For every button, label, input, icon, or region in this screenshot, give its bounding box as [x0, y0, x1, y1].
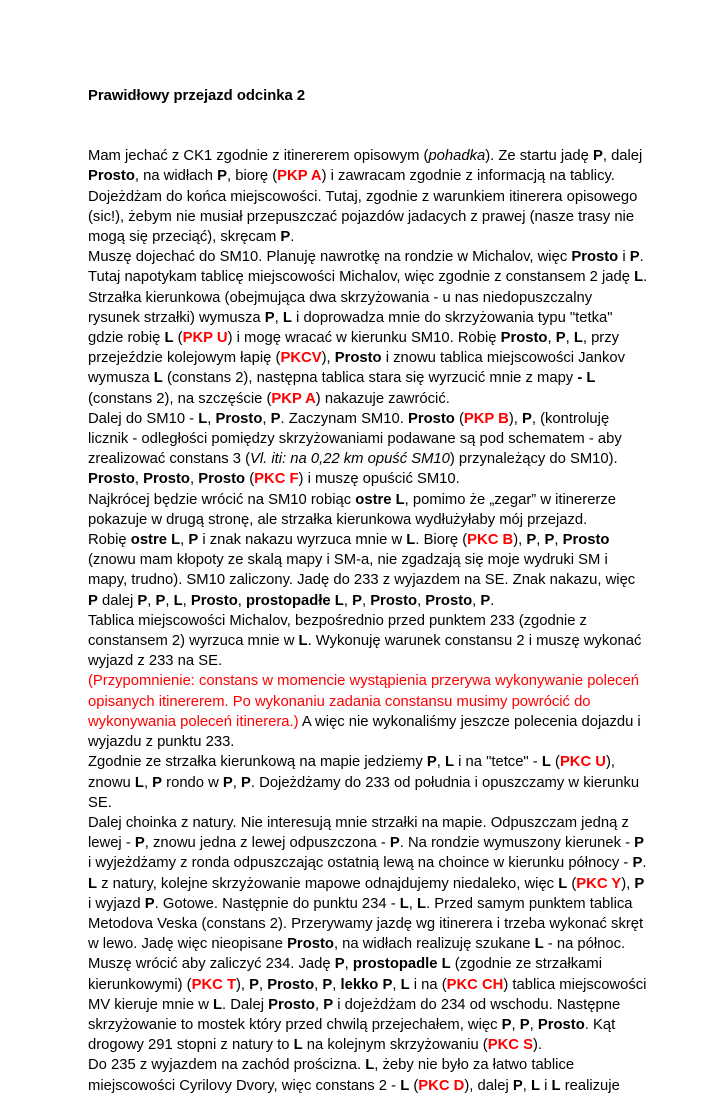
text-run: , pomimo że „zegar” w itinererze pokazuje w drugą stronę, ale strzałka kierunkowa wydłużyłaby mój przejazd. — [88, 491, 616, 528]
checkpoint-label: PKC U — [559, 754, 606, 771]
direction-label: L — [298, 633, 308, 650]
direction-label: L — [164, 330, 174, 347]
text-run: pohadka — [428, 148, 486, 165]
text-run: ) i zawracam zgodnie z informacją na tablicy. Dojeżdżam do końca miejscowości. Tutaj, zgodnie z warunkiem itinerera opisowego (sic!), żebym nie musiał przepuszczać pojazdów jadacych z prawej (nasze trasy nie mogą się przeciąć), skręcam — [88, 168, 638, 246]
direction-label: L — [173, 592, 183, 609]
text-run: ( — [245, 471, 255, 488]
text-run: ) tablica miejscowości MV kieruje mnie w — [88, 976, 647, 1013]
direction-label: P — [188, 532, 199, 549]
text-run: ( — [173, 330, 183, 347]
direction-label: Prosto — [407, 410, 455, 427]
direction-label: lekko — [340, 976, 379, 993]
paragraph — [88, 813, 648, 1055]
direction-label: L — [213, 996, 223, 1013]
text-run: ) i muszę opuścić SM10. — [298, 471, 460, 488]
direction-label: P — [592, 148, 603, 165]
direction-label: Prosto — [425, 592, 473, 609]
text-run: , na widłach realizuję szukane — [333, 936, 535, 953]
paragraph — [88, 1055, 648, 1095]
direction-label: P — [389, 835, 400, 852]
text-run: , — [392, 976, 401, 993]
text-run: , — [143, 774, 153, 791]
direction-label: P — [134, 835, 145, 852]
text-run: rondo w — [162, 774, 223, 791]
direction-label: L — [88, 875, 98, 892]
direction-label: Prosto — [287, 936, 334, 953]
text-run: , — [182, 592, 191, 609]
direction-label: L — [551, 1077, 561, 1094]
direction-label: L — [400, 976, 410, 993]
text-run: , — [180, 532, 189, 549]
text-run: . Zaczynam SM10. — [280, 410, 408, 427]
direction-label: prostopadle — [352, 956, 438, 973]
text-run: ( — [567, 875, 577, 892]
direction-label: P — [544, 532, 555, 549]
direction-label: L — [530, 1077, 541, 1094]
direction-label: Prosto — [88, 471, 135, 488]
text-run: i znak nakazu wyrzuca mnie w — [198, 532, 407, 549]
text-run: , — [417, 592, 426, 609]
text-run: ), — [513, 532, 527, 549]
paragraph — [88, 611, 648, 672]
text-run: . Na rondzie wymuszony kierunek - — [399, 835, 635, 852]
checkpoint-label: PKC B — [467, 532, 514, 549]
text-run: . — [290, 229, 295, 246]
direction-label: P — [519, 1016, 530, 1033]
direction-label: P — [322, 976, 333, 993]
text-run: ), — [508, 410, 522, 427]
text-run: i doprowadza mnie do skrzyżowania typu "tetka" gdzie robię — [88, 309, 613, 347]
direction-label: L — [573, 330, 583, 347]
text-run: ), dalej — [464, 1077, 513, 1094]
text-run: , znowu jedna z lewej odpuszczona - — [144, 835, 390, 852]
document-title: Prawidłowy przejazd odcinka 2 — [88, 88, 306, 104]
direction-label: P — [629, 249, 640, 266]
direction-label: Prosto — [267, 976, 315, 993]
text-run: , — [237, 592, 246, 609]
direction-label: Prosto — [88, 168, 135, 185]
text-run: . Kąt drogowy 291 stopni z natury to — [88, 1016, 616, 1054]
text-run: , — [332, 976, 341, 993]
text-run: , — [314, 996, 324, 1013]
direction-label: - L — [577, 370, 596, 387]
paragraph — [88, 530, 648, 611]
checkpoint-label: PKC D — [418, 1077, 465, 1094]
direction-label: P — [137, 592, 148, 609]
text-run: Zgodnie ze strzałka kierunkową na mapie jedziemy — [88, 754, 427, 771]
direction-label: L — [365, 1057, 375, 1074]
direction-label: L — [293, 1037, 303, 1054]
text-run: (constans 2), na szczęście ( — [88, 390, 272, 407]
text-run: , — [472, 592, 481, 609]
direction-label: L — [534, 936, 544, 953]
direction-label: L — [134, 774, 144, 791]
direction-label: Prosto — [190, 592, 238, 609]
text-run: ). Ze startu jadę — [485, 148, 593, 165]
direction-label: P — [155, 592, 166, 609]
direction-label: Prosto — [370, 592, 418, 609]
direction-label: P — [382, 976, 393, 993]
direction-label: P — [144, 895, 155, 912]
direction-label: P — [512, 1077, 523, 1094]
direction-label: Prosto — [334, 350, 382, 367]
text-run: ), — [321, 350, 335, 367]
direction-label: L — [406, 532, 416, 549]
text-run: i wyjeżdżamy z ronda odpuszczając ostatnią lewą na choince w kierunku północy - — [88, 855, 633, 872]
direction-label: P — [241, 774, 251, 791]
direction-label: P — [323, 996, 334, 1013]
direction-label: Prosto — [500, 330, 548, 347]
checkpoint-label: PKC CH — [446, 976, 504, 993]
text-run: . — [490, 592, 495, 609]
direction-label: Prosto — [198, 471, 246, 488]
paragraph — [88, 247, 648, 409]
text-run: dalej — [97, 592, 138, 609]
direction-label: Prosto — [268, 996, 315, 1013]
text-run: , — [529, 1016, 538, 1033]
text-run: , — [134, 471, 144, 488]
text-run: , — [554, 532, 563, 549]
text-run: i na "tetce" - — [454, 754, 542, 771]
direction-label: P — [555, 330, 566, 347]
direction-label: L — [441, 956, 451, 973]
text-run: ( — [454, 410, 464, 427]
direction-label: P — [501, 1016, 512, 1033]
text-run: Dalej do SM10 - — [88, 410, 199, 427]
direction-label: P — [249, 976, 260, 993]
text-run: . Dalej — [222, 996, 269, 1013]
direction-label: P — [634, 875, 645, 892]
text-run: . — [642, 855, 647, 872]
direction-label: P — [264, 309, 275, 326]
text-run: i dojeżdżam do 234 od wschodu. Następne skrzyżowanie to mostek który przed chwilą przejechałem, więc — [88, 996, 621, 1033]
text-run: ) nakazuje zawrócić. — [315, 390, 450, 407]
text-run: . Tutaj napotykam tablicę miejscowości Michalov, więc zgodnie z constansem 2 jadę — [88, 249, 644, 286]
text-run: , — [522, 1077, 531, 1094]
direction-label: Prosto — [215, 410, 263, 427]
text-run: , — [536, 532, 545, 549]
text-run: Muszę dojechać do SM10. Planuję nawrotkę na rondzie w Michalov, więc — [88, 249, 572, 266]
document-page — [88, 86, 648, 1096]
text-run: ) i mogę wracać w kierunku SM10. Robię — [227, 330, 501, 347]
direction-label: Prosto — [571, 249, 619, 266]
text-run: , na widłach — [134, 168, 218, 185]
direction-label: L — [399, 895, 409, 912]
direction-label: P — [217, 168, 227, 185]
checkpoint-label: PKC S — [487, 1037, 533, 1054]
text-run: Dalej choinka z natury. Nie interesują mnie strzałki na mapie. Odpuszczam jedną z lewej - — [88, 814, 629, 852]
text-run: , — [207, 410, 216, 427]
direction-label: P — [426, 754, 437, 771]
text-run: Najkrócej będzie wrócić na SM10 robiąc — [88, 491, 356, 508]
text-run: (constans 2), następna tablica stara się wyrzucić mnie z mapy — [162, 370, 578, 387]
paragraph — [88, 671, 648, 752]
direction-label: L — [541, 754, 551, 771]
direction-label: L — [558, 875, 568, 892]
text-run: , — [565, 330, 574, 347]
direction-label: L — [282, 309, 292, 326]
checkpoint-label: PKP A — [271, 390, 316, 407]
direction-label: L — [334, 592, 344, 609]
text-run: , dalej — [602, 148, 643, 165]
text-run: i wyjazd — [88, 895, 145, 912]
text-run: Do 235 z wyjazdem na zachód prościzna. — [88, 1057, 366, 1074]
text-run: ( — [409, 1077, 419, 1094]
paragraph — [88, 490, 648, 530]
text-run: A więc nie wykonaliśmy jeszcze polecenia dojazdu i wyjazdu z punktu 233. — [88, 713, 641, 751]
text-run: z natury, kolejne skrzyżowanie mapowe odnajdujemy niedaleko, więc — [97, 875, 559, 892]
text-run: Mam jechać z CK1 zgodnie z itinererem opisowym ( — [88, 148, 429, 165]
text-run: . Biorę ( — [415, 532, 468, 549]
text-run: . Dojeżdżamy do 233 od południa i opuszczamy w kierunku SE. — [88, 774, 640, 811]
text-run: , — [344, 956, 353, 973]
text-run: na kolejnym skrzyżowaniu ( — [302, 1037, 488, 1054]
direction-label: prostopadłe — [245, 592, 331, 609]
text-run: , biorę ( — [227, 168, 278, 185]
text-run: , — [361, 592, 371, 609]
text-run: , — [232, 774, 242, 791]
text-run: , — [262, 410, 271, 427]
text-run: (Przypomnienie: constans w momencie wystąpienia przerywa wykonywanie poleceń opisanych itinererem. Po wykonaniu zadania constansu musimy powrócić do wykonywania poleceń itinerera.) — [88, 673, 640, 730]
text-run: (zgodnie ze strzałkami kierunkowymi) ( — [88, 956, 603, 993]
direction-label: Prosto — [537, 1016, 585, 1033]
text-run: i — [618, 249, 630, 266]
text-run: , żeby nie było za łatwo tablice miejscowości Cyrilovy Dvory, więc constans 2 - — [88, 1057, 575, 1094]
text-run: . Strzałka kierunkowa (obejmująca dwa skrzyżowania - u nas niedopuszczalny rysunek strzałki) wymusza — [88, 269, 648, 326]
checkpoint-label: PKCV — [280, 350, 322, 367]
text-run: , — [147, 592, 156, 609]
direction-label: Prosto — [562, 532, 610, 549]
direction-label: P — [280, 229, 291, 246]
direction-label: P — [480, 592, 491, 609]
text-run: (znowu mam kłopoty ze skalą mapy i SM-a, nie zgadzają się moje wydruki SM i mapy, trudno). SM10 zaliczony. Jadę do 233 z wyjazdem na SE. Znak nakazu, więc — [88, 552, 636, 589]
text-run: , (kontroluję licznik - odległości pomiędzy skrzyżowaniami podawane są pod schematem - aby zrealizować constans 3 ( — [88, 410, 622, 468]
text-run: ( — [550, 754, 560, 771]
direction-label: Prosto — [143, 471, 190, 488]
text-run: . Przed samym punktem tablica Metodova Veska (constans 2). Przerywamy jazdę wg itinerera i trzeba wykonać skręt w lewo. Jadę więc nieopisane — [88, 895, 644, 953]
direction-label: P — [632, 855, 643, 872]
text-run: , — [165, 592, 174, 609]
direction-label: L — [634, 269, 644, 286]
text-run: , — [259, 976, 268, 993]
direction-label: P — [88, 592, 98, 609]
text-run: , — [343, 592, 353, 609]
text-run: ), — [621, 875, 635, 892]
text-run: , — [274, 309, 283, 326]
checkpoint-label: PKP B — [463, 410, 509, 427]
direction-label: L — [400, 1077, 410, 1094]
text-run: i na ( — [409, 976, 447, 993]
checkpoint-label: PKP A — [277, 168, 322, 185]
direction-label: P — [334, 956, 345, 973]
direction-label: P — [526, 532, 537, 549]
text-run: Vl. iti: na 0,22 km opuść SM10 — [250, 451, 450, 468]
text-run: i — [540, 1077, 552, 1094]
text-run: , przy przejeździe kolejowym łapię ( — [88, 330, 620, 367]
text-run: ), znowu — [88, 754, 616, 791]
text-run: , — [408, 895, 418, 912]
text-run: , — [189, 471, 199, 488]
document-body — [88, 146, 648, 1096]
text-run: ). — [532, 1037, 542, 1054]
direction-label: ostre L — [355, 491, 405, 508]
text-run: . Gotowe. Następnie do punktu 234 - — [154, 895, 400, 912]
text-run: - na północ. Muszę wrócić aby zaliczyć 234. Jadę — [88, 936, 626, 973]
text-run: , — [436, 754, 445, 771]
text-run: ), — [236, 976, 250, 993]
direction-label: L — [444, 754, 455, 771]
paragraph — [88, 146, 648, 247]
direction-label: ostre L — [130, 532, 181, 549]
text-run: , — [511, 1016, 520, 1033]
direction-label: P — [352, 592, 362, 609]
checkpoint-label: PKC Y — [576, 875, 622, 892]
text-run: , — [547, 330, 556, 347]
checkpoint-label: PKC F — [254, 471, 299, 488]
paragraph — [88, 752, 648, 813]
text-run: Tablica miejscowości Michalov, bezpośrednio przed punktem 233 (zgodnie z constansem 2) wyrzuca mnie w — [88, 612, 587, 650]
direction-label: L — [198, 410, 208, 427]
direction-label: P — [522, 410, 532, 427]
text-run: . Wykonuję warunek constansu 2 i muszę wykonać wyjazd z 233 na SE. — [88, 633, 642, 670]
text-run: Robię — [88, 532, 131, 549]
text-run: , — [314, 976, 323, 993]
direction-label: P — [152, 774, 163, 791]
direction-label: L — [153, 370, 163, 387]
text-run: ) przynależący do SM10). — [449, 451, 618, 468]
direction-label: P — [222, 774, 233, 791]
direction-label: P — [634, 835, 644, 852]
checkpoint-label: PKC T — [191, 976, 236, 993]
paragraph — [88, 409, 648, 490]
direction-label: L — [417, 895, 427, 912]
checkpoint-label: PKP U — [182, 330, 228, 347]
text-run: i znowu tablica miejscowości Jankov wymusza — [88, 350, 626, 387]
direction-label: P — [270, 410, 281, 427]
text-run: realizuje — [560, 1077, 620, 1094]
